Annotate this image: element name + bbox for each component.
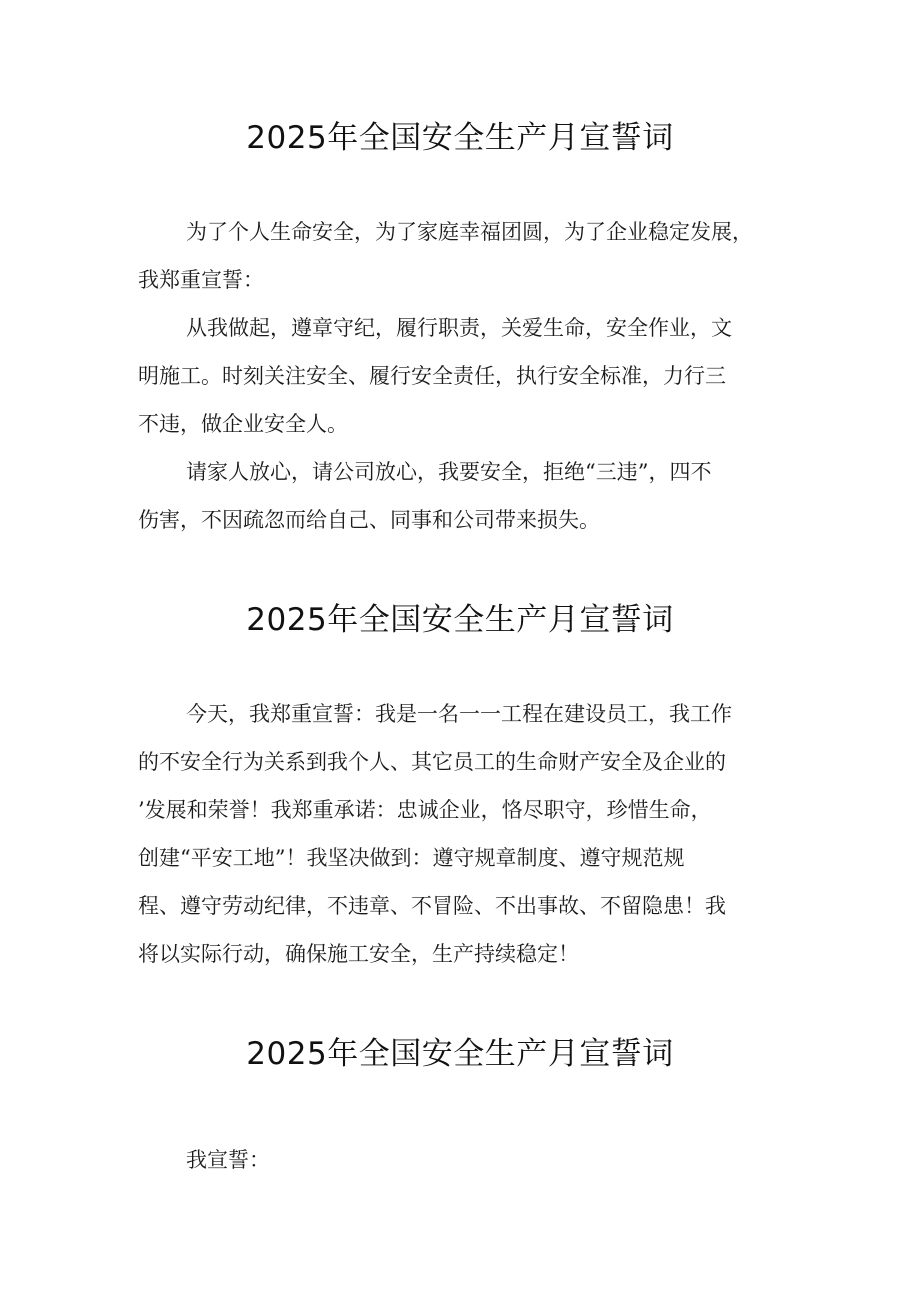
text-line: 伤害，不因疏忽而给自己、同事和公司带来损失。 (138, 508, 600, 532)
paragraph (138, 690, 798, 978)
text-line: 请家人放心，请公司放心，我要安全，拒绝“三违”，四不 (186, 460, 712, 484)
paragraph (138, 208, 798, 304)
text-line: 不违，做企业安全人。 (138, 412, 348, 436)
text-line: 程、遵守劳动纪律，不违章、不冒险、不出事故、不留隐患！我 (138, 894, 726, 918)
text-line: 我郑重宣誓： (138, 268, 264, 292)
section-title: 2025年全国安全生产月宣誓词 (246, 602, 674, 638)
text-line: 我宣誓： (186, 1148, 270, 1172)
text-line: 将以实际行动，确保施工安全，生产持续稳定！ (138, 942, 579, 966)
section-title: 2025年全国安全生产月宣誓词 (246, 1036, 674, 1072)
section-title: 2025年全国安全生产月宣誓词 (246, 120, 674, 156)
paragraph (138, 304, 798, 448)
paragraph (138, 448, 798, 544)
text-line: ’发展和荣誉！我郑重承诺：忠诚企业，恪尽职守，珍惜生命， (138, 798, 712, 822)
text-line: 的不安全行为关系到我个人、其它员工的生命财产安全及企业的 (138, 750, 726, 774)
text-line: 从我做起，遵章守纪，履行职责，关爱生命，安全作业，文 (186, 316, 732, 340)
text-line: 明施工。时刻关注安全、履行安全责任，执行安全标准，力行三 (138, 364, 726, 388)
text-line: 创建“平安工地”！我坚决做到：遵守规章制度、遵守规范规 (138, 846, 685, 870)
text-line: 今天，我郑重宣誓：我是一名一一工程在建设员工，我工作 (186, 702, 732, 726)
text-line: 为了个人生命安全，为了家庭幸福团圆，为了企业稳定发展， (186, 220, 753, 244)
paragraph (138, 1136, 798, 1184)
